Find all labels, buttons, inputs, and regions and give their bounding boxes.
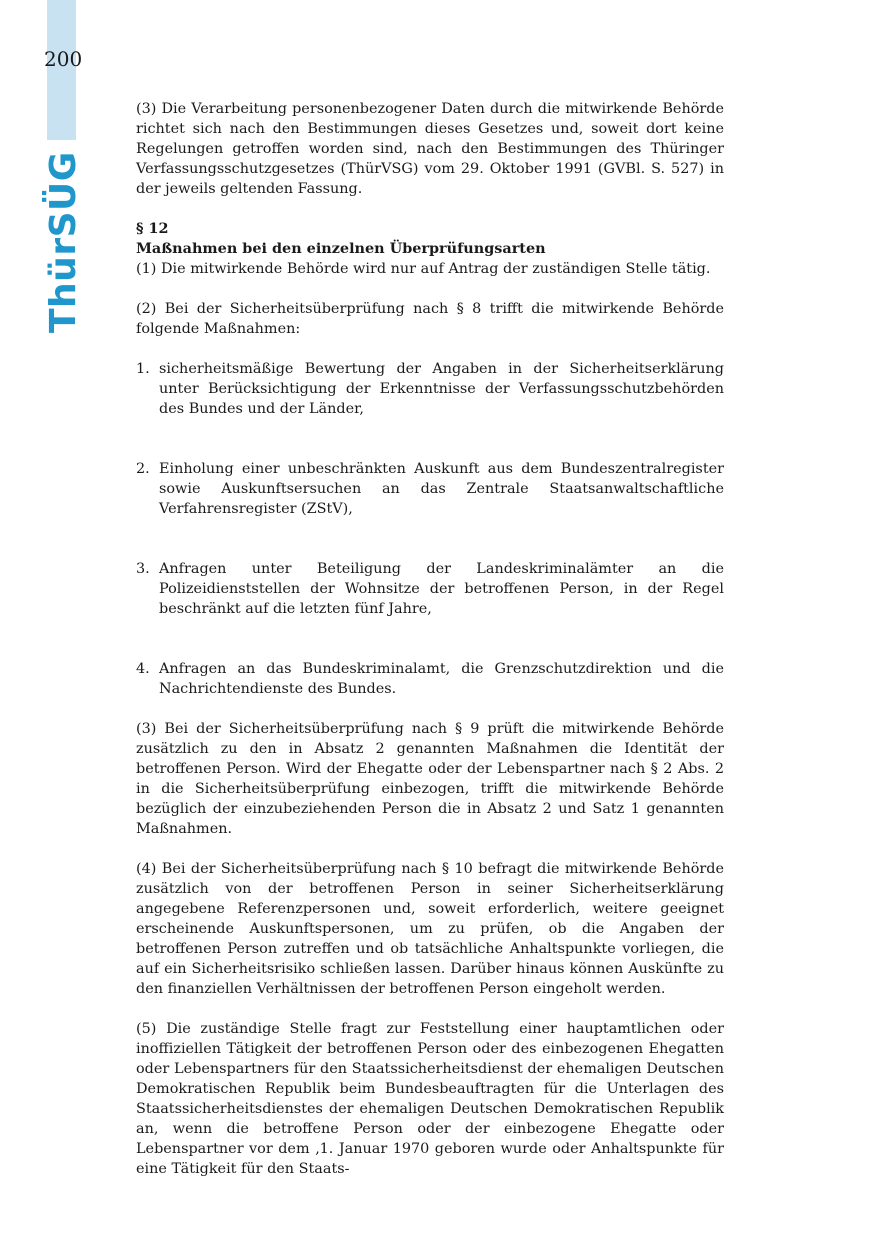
page-number: 200 [44,47,83,71]
paragraph-3-intro: (3) Die Verarbeitung personenbezogener Daten durch die mitwirkende Behörde richtet sich nach den Bestimmungen dieses Gesetzes und, soweit dort keine Regelungen getroffen worden sind, nach den Bestimmungen des Thüringer Verfassungsschutzgesetzes (ThürVSG) vom 29. Oktober 1991 (GVBl. S. 527) in der jeweils geltenden Fassung. [136,101,724,197]
paragraph-1: (1) Die mitwirkende Behörde wird nur auf Antrag der zuständigen Stelle tätig. [136,261,711,277]
section-title: Maßnahmen bei den einzelnen Überprüfungsarten [136,240,546,257]
list-item-number: 3. [136,561,150,577]
list-item-number: 1. [136,361,150,377]
list-item-text: Anfragen an das Bundeskriminalamt, die Grenzschutzdirektion und die Nachrichtendienste des Bundes. [159,661,724,697]
paragraph-5: (5) Die zuständige Stelle fragt zur Feststellung einer hauptamtlichen oder inoffiziellen Tätigkeit der betroffenen Person oder des einbezogenen Ehegatten oder Lebenspartners für den Staatssicherheitsdienst der ehemaligen Deutschen Demokratischen Republik beim Bundesbeauftragten für die Unterlagen des Staatssicherheitsdienstes der ehemaligen Deutschen Demokratischen Republik an, wenn die betroffene Person oder der einbezogene Ehegatte oder Lebenspartner vor dem ‚1. Januar 1970 geboren wurde oder Anhaltspunkte für eine Tätigkeit für den Staats- [136,1021,724,1177]
side-title: ThürSÜG [43,151,84,333]
list-item-number: 2. [136,461,150,477]
section-number: § 12 [136,220,169,237]
list-item-text: Einholung einer unbeschränkten Auskunft aus dem Bundeszentralregister sowie Auskunftsersuchen an das Zentrale Staatsanwaltschaftliche Verfahrensregister (ZStV), [159,461,724,517]
list-item [136,359,724,419]
list-item-number: 4. [136,661,150,677]
list-item [136,659,724,699]
paragraph-2: (2) Bei der Sicherheitsüberprüfung nach § 8 trifft die mitwirkende Behörde folgende Maßnahmen: [136,301,724,337]
list-item-text: sicherheitsmäßige Bewertung der Angaben in der Sicherheitserklärung unter Berücksichtigung der Erkenntnisse der Verfassungsschutzbehörden des Bundes und der Länder, [159,361,724,417]
paragraph-4: (4) Bei der Sicherheitsüberprüfung nach § 10 befragt die mitwirkende Behörde zusätzlich von der betroffenen Person in seiner Sicherheitserklärung angegebene Referenzpersonen und, soweit erforderlich, weitere geeignet erscheinende Auskunftspersonen, um zu prüfen, ob die Angaben der betroffenen Person zutreffen und ob tatsächliche Anhaltspunkte vorliegen, die auf ein Sicherheitsrisiko schließen lassen. Darüber hinaus können Auskünfte zu den finanziellen Verhältnissen der betroffenen Person eingeholt werden. [136,861,724,997]
measures-list [136,359,724,699]
list-item-text: Anfragen unter Beteiligung der Landeskriminalämter an die Polizeidienststellen der Wohnsitze der betroffenen Person, in der Regel beschränkt auf die letzten fünf Jahre, [159,561,724,617]
list-item [136,559,724,619]
list-item [136,459,724,519]
paragraph-3: (3) Bei der Sicherheitsüberprüfung nach § 9 prüft die mitwirkende Behörde zusätzlich zu den in Absatz 2 genannten Maßnahmen die Identität der betroffenen Person. Wird der Ehegatte oder der Lebenspartner nach § 2 Abs. 2 in die Sicherheitsüberprüfung einbezogen, trifft die mitwirkende Behörde bezüglich der einzubeziehenden Person die in Absatz 2 und Satz 1 genannten Maßnahmen. [136,721,724,837]
document-body [136,99,724,1199]
